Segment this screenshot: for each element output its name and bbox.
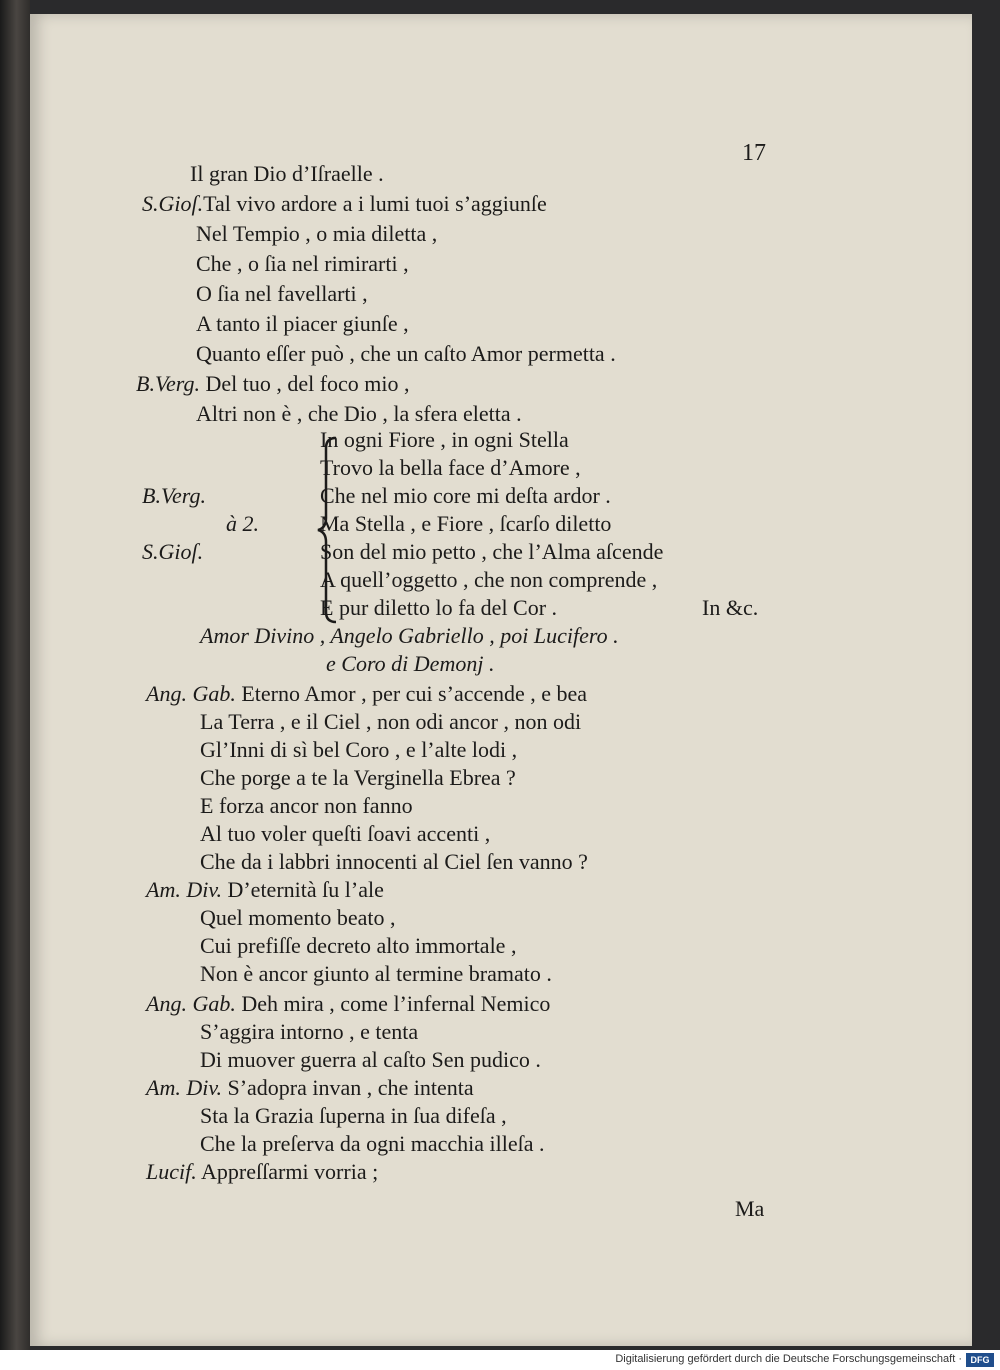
text-line: Quel momento beato , xyxy=(200,905,396,930)
character-list: Amor Divino , Angelo Gabriello , poi Lucifero . xyxy=(200,623,619,648)
text-line: Altri non è , che Dio , la sfera eletta . xyxy=(196,401,522,426)
text-line: Am. Div. S’adopra invan , che intenta xyxy=(146,1075,474,1100)
dfg-logo-icon: DFG xyxy=(966,1353,994,1367)
speaker-label: à 2. xyxy=(226,511,259,536)
text-line: S’aggira intorno , e tenta xyxy=(200,1019,419,1044)
text-line: B.Verg. Del tuo , del foco mio , xyxy=(136,371,410,396)
speaker-label: B.Verg. xyxy=(136,371,200,396)
speaker-label: Am. Div. xyxy=(146,1075,222,1100)
text-line: Ang. Gab. Eterno Amor , per cui s’accende , e bea xyxy=(146,681,588,706)
text-line: Che da i labbri innocenti al Ciel ſen vanno ? xyxy=(200,849,588,874)
text-line: Nel Tempio , o mia diletta , xyxy=(196,221,438,246)
text-line: Am. Div. D’eternità ſu l’ale xyxy=(146,877,384,902)
speaker-line xyxy=(142,538,203,566)
text-line: E pur diletto lo fa del Cor . xyxy=(320,595,558,620)
text-line: Gl’Inni di sì bel Coro , e l’alte lodi , xyxy=(200,737,518,762)
speaker-line xyxy=(142,482,206,510)
funding-notice: Digitalisierung gefördert durch die Deutsche Forschungsgemeinschaft · xyxy=(615,1353,962,1365)
text-line: A quell’oggetto , che non comprende , xyxy=(320,567,658,592)
text-line: Sta la Grazia ſuperna in ſua difeſa , xyxy=(200,1103,507,1128)
text-line: Quanto eſſer può , che un caſto Amor permetta . xyxy=(196,341,616,366)
page-number: 17 xyxy=(742,140,766,166)
text-line: O ſia nel favellarti , xyxy=(196,281,368,306)
text-line: Son del mio petto , che l’Alma aſcende xyxy=(320,539,664,564)
text-line: Di muover guerra al caſto Sen pudico . xyxy=(200,1047,541,1072)
text-line: Che la preſerva da ogni macchia illeſa . xyxy=(200,1131,545,1156)
speaker-label: S.Gioſ. xyxy=(142,539,204,564)
text-line: Trovo la bella face d’Amore , xyxy=(320,455,581,480)
speaker-label: Lucif. xyxy=(146,1159,197,1184)
speaker-label: Ang. Gab. xyxy=(146,681,236,706)
text-line: A tanto il piacer giunſe , xyxy=(196,311,409,336)
speaker-label: S.Gioſ. xyxy=(142,191,204,216)
text-line: La Terra , e il Ciel , non odi ancor , non odi xyxy=(200,709,582,734)
text-line: Ma Stella , e Fiore , ſcarſo diletto xyxy=(320,511,612,536)
text-line: Il gran Dio d’Iſraelle . xyxy=(190,161,384,186)
speaker-line xyxy=(226,510,259,538)
text-line: S.Gioſ.Tal vivo ardore a i lumi tuoi s’aggiunſe xyxy=(142,191,547,216)
text-line: E forza ancor non fanno xyxy=(200,793,413,818)
text-line: Al tuo voler queſti ſoavi accenti , xyxy=(200,821,491,846)
text-line: Che nel mio core mi deſta ardor . xyxy=(320,483,611,508)
text-line: Ang. Gab. Deh mira , come l’infernal Nemico xyxy=(146,991,551,1016)
text-line: In &c. xyxy=(702,595,759,620)
book-page xyxy=(30,14,972,1346)
text-line: Che porge a te la Verginella Ebrea ? xyxy=(200,765,516,790)
text-line: Non è ancor giunto al termine bramato . xyxy=(200,961,552,986)
text-line: Che , o ſia nel rimirarti , xyxy=(196,251,409,276)
book-spine-edge xyxy=(0,0,30,1350)
text-line: In ogni Fiore , in ogni Stella xyxy=(320,427,569,452)
speaker-label: B.Verg. xyxy=(142,483,206,508)
footer-bar xyxy=(0,1350,1000,1370)
text-line: Lucif. Appreſſarmi vorria ; xyxy=(146,1159,379,1184)
speaker-label: Am. Div. xyxy=(146,877,222,902)
speaker-label: Ang. Gab. xyxy=(146,991,236,1016)
catchword: Ma xyxy=(735,1196,765,1221)
character-list: e Coro di Demonj . xyxy=(326,651,495,676)
text-line: Cui prefiſſe decreto alto immortale , xyxy=(200,933,517,958)
